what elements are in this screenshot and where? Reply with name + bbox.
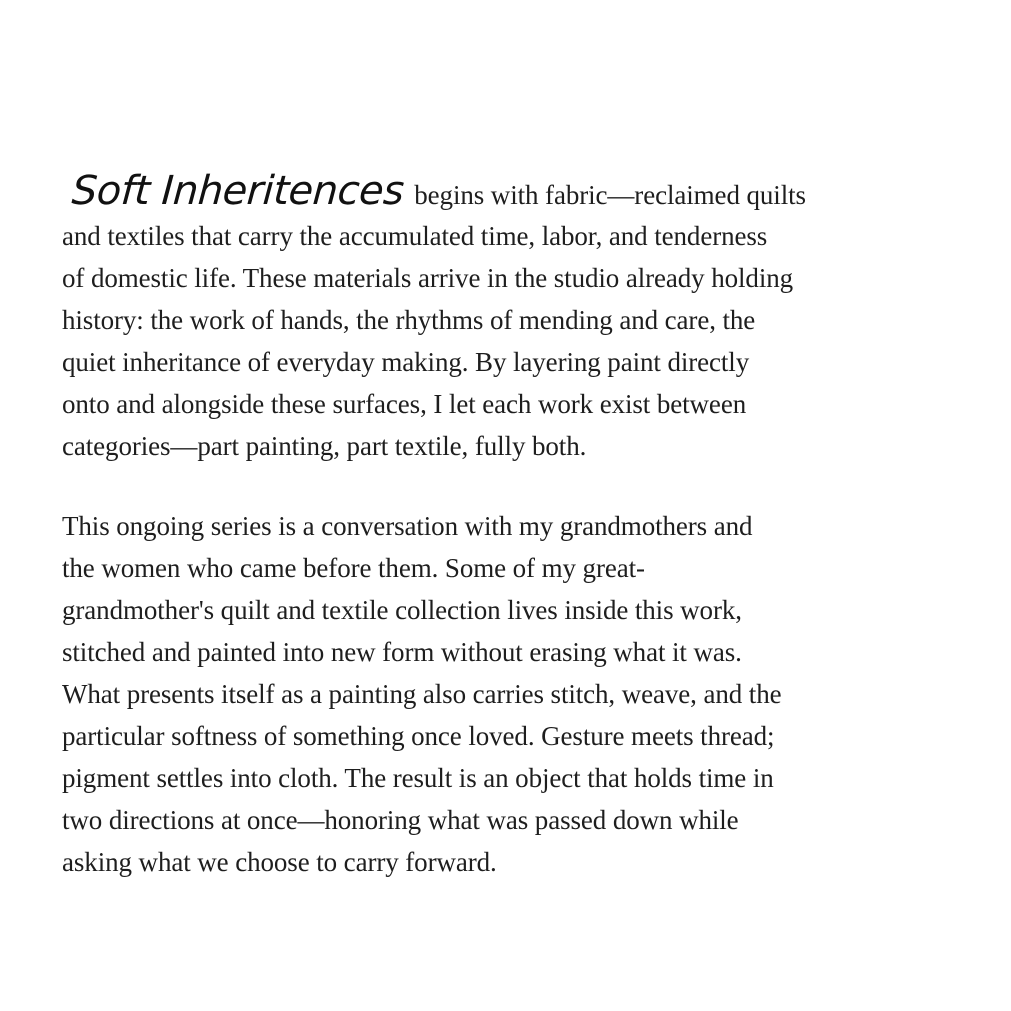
paragraph-line-text: begins with fabric—reclaimed quilts (414, 180, 806, 210)
paragraph-line: asking what we choose to carry forward. (62, 847, 497, 877)
statement-paragraph-2 (62, 505, 962, 883)
paragraph-line: and textiles that carry the accumulated time, labor, and tenderness (62, 221, 768, 251)
paragraph-line (62, 167, 962, 215)
paragraph-line: onto and alongside these surfaces, I let each work exist between (62, 389, 747, 419)
paragraph-line: of domestic life. These materials arrive in the studio already holding (62, 263, 794, 293)
paragraph-line: stitched and painted into new form without erasing what it was. (62, 637, 742, 667)
statement-paragraph-1 (62, 167, 962, 467)
paragraph-line: categories—part painting, part textile, fully both. (62, 431, 587, 461)
paragraph-line: What presents itself as a painting also carries stitch, weave, and the (62, 679, 782, 709)
paragraph-line: quiet inheritance of everyday making. By layering paint directly (62, 347, 750, 377)
paragraph-line: grandmother's quilt and textile collection lives inside this work, (62, 595, 742, 625)
paragraph-line: history: the work of hands, the rhythms of mending and care, the (62, 305, 756, 335)
paragraph-line: the women who came before them. Some of my great- (62, 553, 645, 583)
paragraph-line: pigment settles into cloth. The result is an object that holds time in (62, 763, 774, 793)
paragraph-line: This ongoing series is a conversation with my grandmothers and (62, 511, 753, 541)
paragraph-line: particular softness of something once loved. Gesture meets thread; (62, 721, 775, 751)
paragraph-line: two directions at once—honoring what was passed down while (62, 805, 739, 835)
artwork-title: Soft Inheritences (70, 168, 406, 214)
